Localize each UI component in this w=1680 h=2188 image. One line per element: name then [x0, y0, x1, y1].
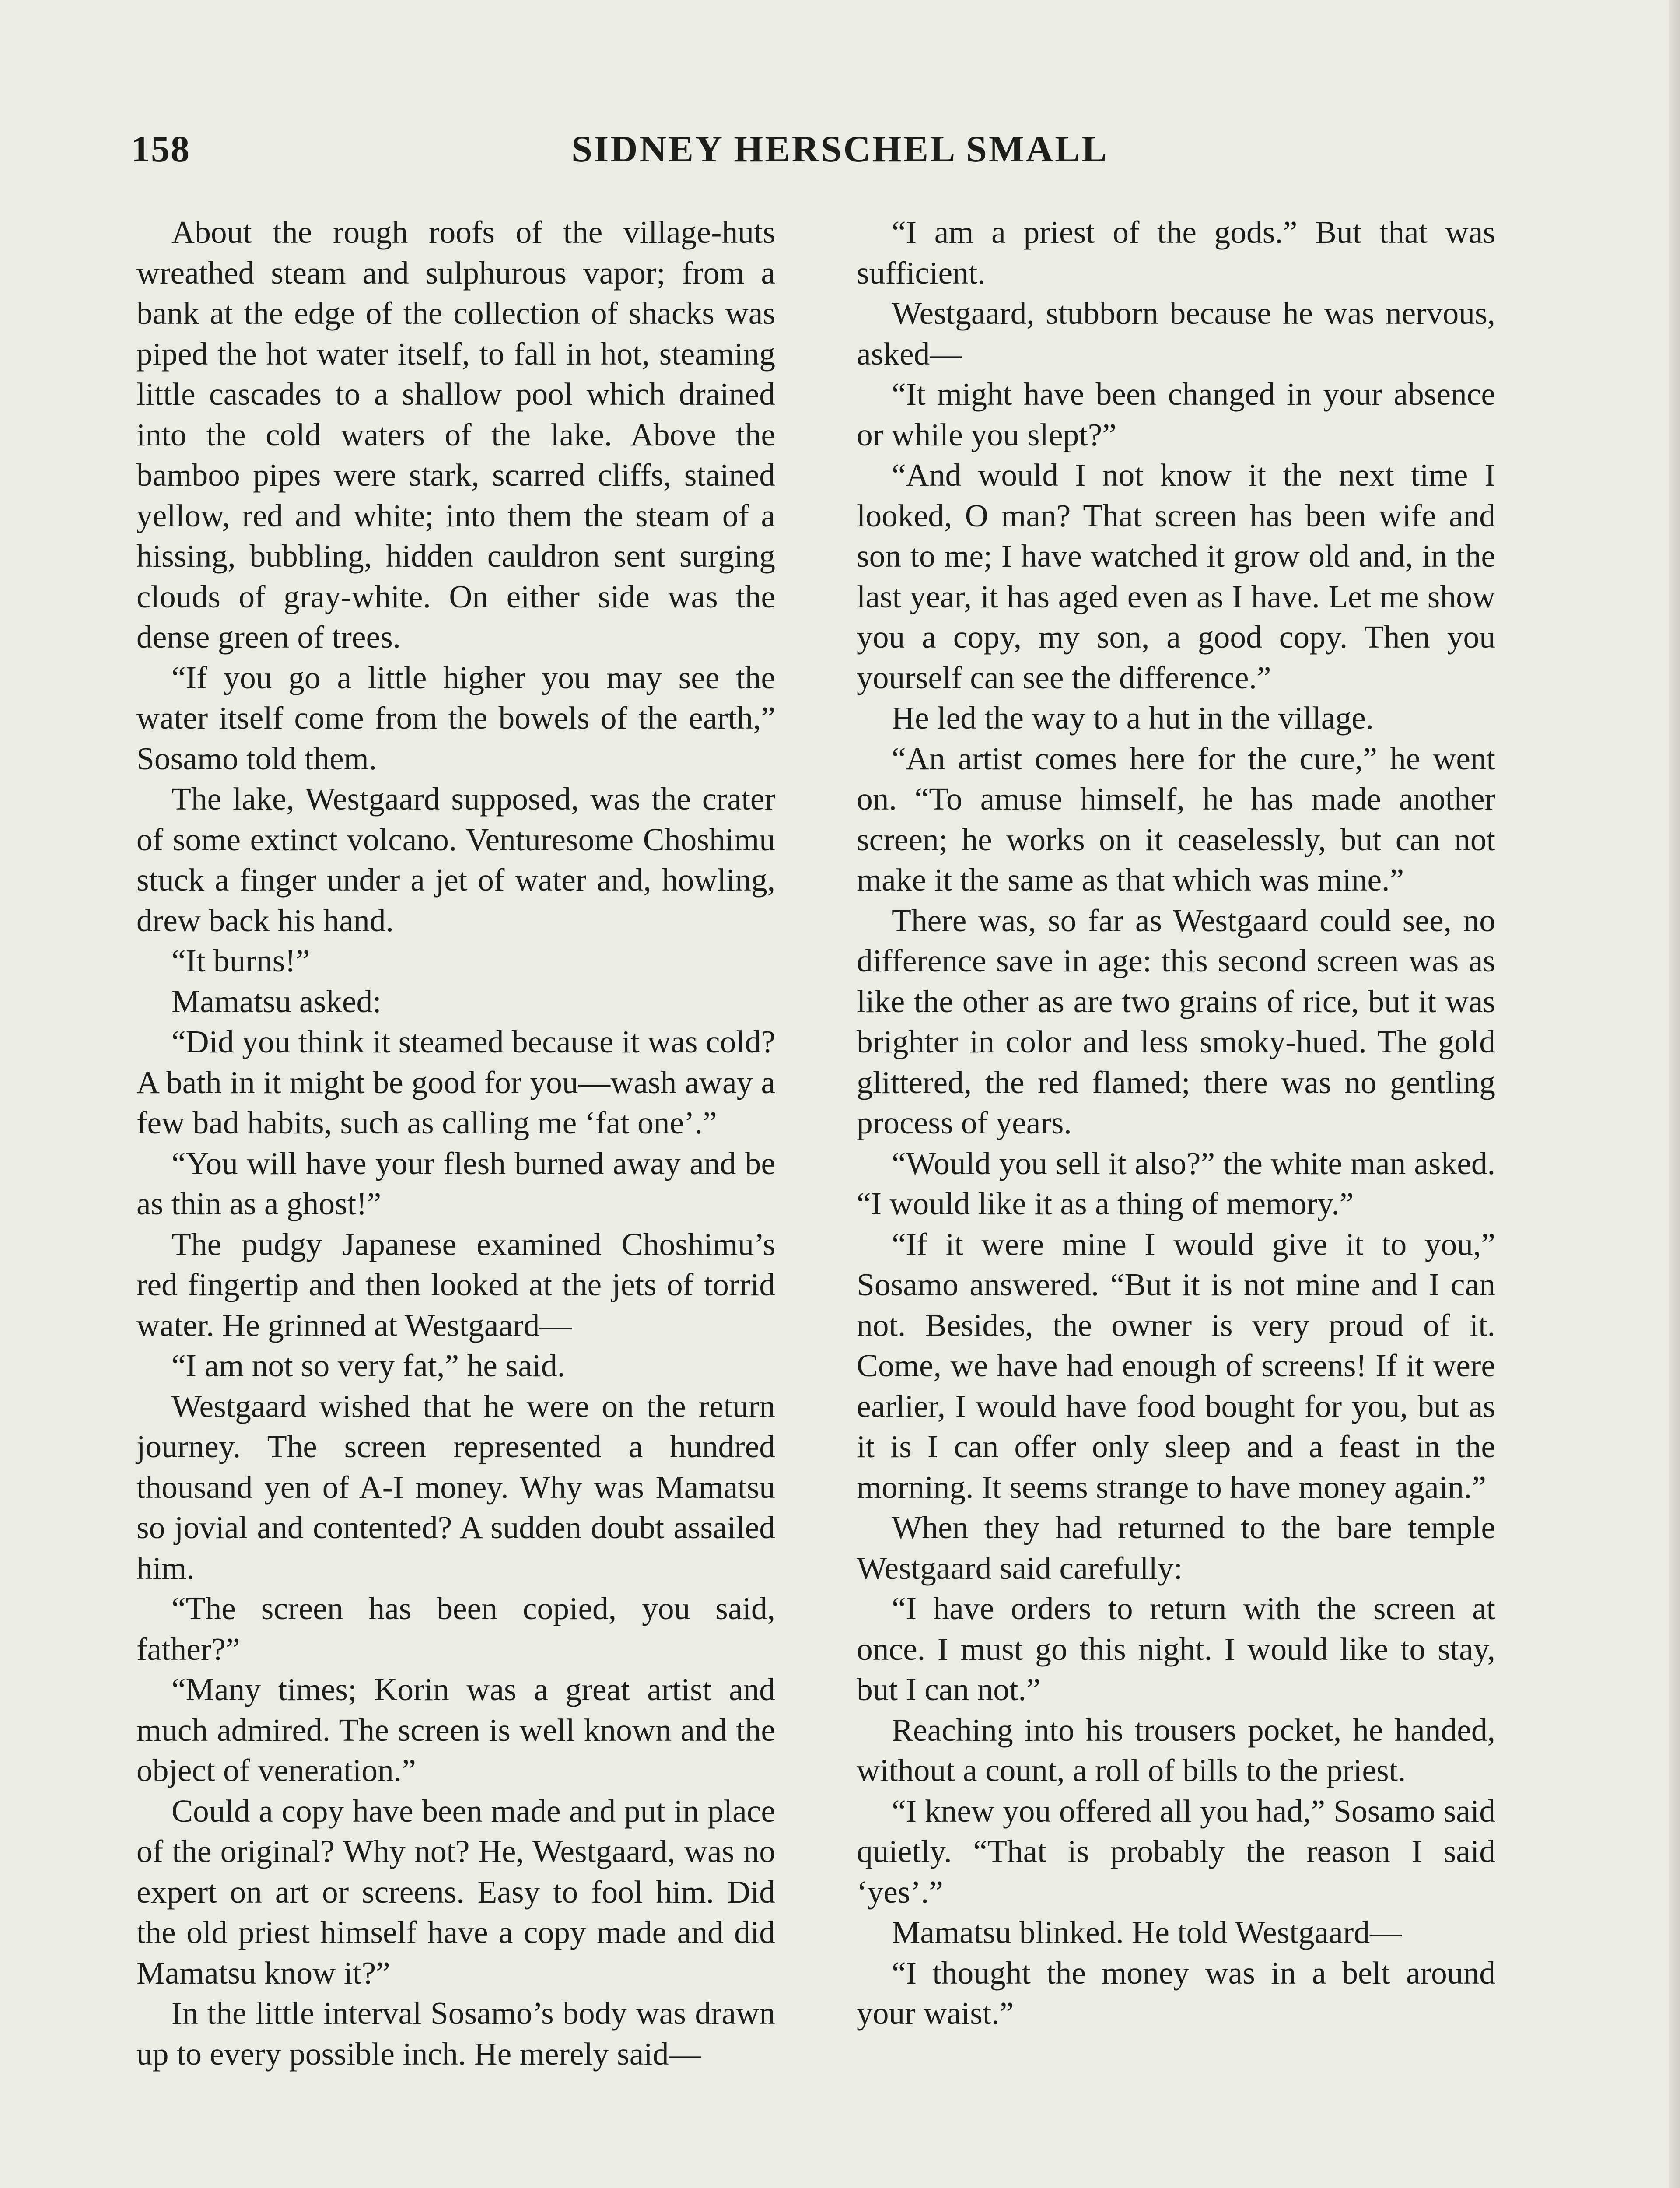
paragraph: Mamatsu asked: — [172, 983, 382, 1019]
paragraph: “And would I not know it the next time I looked, O man? That screen has been wife and son to me; I have watched it grow old and, in the last year, it has aged even as I have. Let me show you a copy, my son, a good copy. Then you yourself can see the difference.” — [857, 457, 1495, 695]
paragraph: “I am a priest of the gods.” But that was sufficient. — [857, 214, 1495, 291]
paragraph: Reaching into his trousers pocket, he handed, without a count, a roll of bills to the priest. — [857, 1712, 1495, 1788]
paragraph: “I thought the money was in a belt around your waist.” — [857, 1955, 1495, 2031]
page-number: 158 — [131, 128, 190, 170]
paragraph: Westgaard, stubborn because he was nervous, asked— — [857, 295, 1495, 372]
page-header — [131, 127, 1549, 179]
paragraph: “Many times; Korin was a great artist and much admired. The screen is well known and the object of veneration.” — [136, 1672, 775, 1788]
paragraph: The lake, Westgaard supposed, was the crater of some extinct volcano. Venturesome Choshimu stuck a finger under a jet of water and, howling, drew back his hand. — [136, 781, 775, 938]
paragraph: Westgaard wished that he were on the return journey. The screen represented a hundred thousand yen of A-I money. Why was Mamatsu so jovial and contented? A sudden doubt assailed him. — [136, 1388, 775, 1586]
paragraph: He led the way to a hut in the village. — [892, 700, 1374, 736]
running-head: SIDNEY HERSCHEL SMALL — [571, 128, 1109, 170]
paragraph: “You will have your flesh burned away and be as thin as a ghost!” — [136, 1145, 775, 1221]
paragraph: “The screen has been copied, you said, father?” — [136, 1591, 775, 1667]
paragraph: About the rough roofs of the village-huts wreathed steam and sulphurous vapor; from a bank at the edge of the collection of shacks was piped the hot water itself, to fall in hot, steaming little cascades to a shallow pool which drained into the cold waters of the lake. Above the bamboo pipes were stark, scarred cliffs, stained yellow, red and white; into them the steam of a hissing, bubbling, hidden cauldron sent surging clouds of gray-white. On either side was the dense green of trees. — [136, 214, 775, 655]
paragraph: “It might have been changed in your absence or while you slept?” — [857, 376, 1495, 452]
paragraph: In the little interval Sosamo’s body was drawn up to every possible inch. He merely said— — [136, 1995, 775, 2072]
paragraph: “Did you think it steamed because it was cold? A bath in it might be good for you—wash away a few bad habits, such as calling me ‘fat one’.” — [136, 1024, 775, 1140]
paragraph: “I have orders to return with the screen at once. I must go this night. I would like to stay, but I can not.” — [857, 1591, 1495, 1707]
paragraph: “If it were mine I would give it to you,” Sosamo answered. “But it is not mine and I can not. Besides, the owner is very proud of it. Come, we have had enough of screens! If it were earlier, I would have food bought for you, but as it is I can offer only sleep and a feast in the morning. It seems strange to have money again.” — [857, 1226, 1495, 1505]
paragraph: “An artist comes here for the cure,” he went on. “To amuse himself, he has made another screen; he works on it ceaselessly, but can not make it the same as that which was mine.” — [857, 740, 1495, 898]
paragraph: “Would you sell it also?” the white man asked. “I would like it as a thing of memory.” — [857, 1145, 1495, 1221]
left-column — [136, 212, 775, 2074]
paragraph: Could a copy have been made and put in place of the original? Why not? He, Westgaard, was no expert on art or screens. Easy to fool him. Did the old priest himself have a copy made and did Mamatsu know it?” — [136, 1793, 775, 1991]
paragraph: When they had returned to the bare temple Westgaard said carefully: — [857, 1510, 1495, 1586]
paragraph: There was, so far as Westgaard could see, no difference save in age: this second screen was as like the other as are two grains of rice, but it was brighter in color and less smoky-hued. The gold glittered, the red flamed; there was no gentling process of years. — [857, 902, 1495, 1140]
right-column — [857, 212, 1495, 2034]
paragraph: “If you go a little higher you may see the water itself come from the bowels of the earth,” Sosamo told them. — [136, 659, 775, 776]
paragraph: Mamatsu blinked. He told Westgaard— — [892, 1914, 1402, 1950]
paragraph: “I knew you offered all you had,” Sosamo said quietly. “That is probably the reason I said ‘yes’.” — [857, 1793, 1495, 1910]
paragraph: “It burns!” — [172, 943, 310, 978]
paragraph: “I am not so very fat,” he said. — [172, 1348, 566, 1383]
paragraph: The pudgy Japanese examined Choshimu’s red fingertip and then looked at the jets of torrid water. He grinned at Westgaard— — [136, 1226, 775, 1343]
page-edge — [1669, 0, 1680, 2188]
